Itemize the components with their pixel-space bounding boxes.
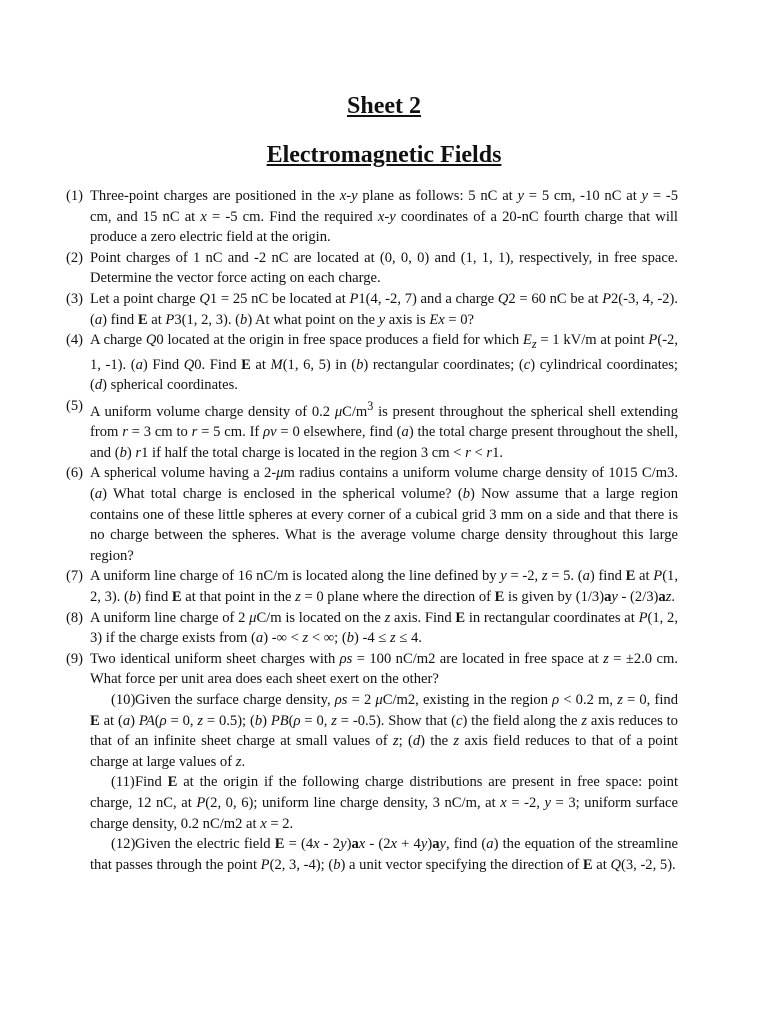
problem-number: (6) — [66, 465, 84, 482]
problem-text: Two identical uniform sheet charges with ρs = 100 nC/m2 are located in free space at z = ±2.0 cm. What force per unit area does each sheet exert on the other? — [90, 650, 678, 688]
problem-text: Given the surface charge density, ρs = 2 μC/m2, existing in the region ρ < 0.2 m, z = 0, find E at (a) PA(ρ = 0, z = 0.5); (b) PB(ρ = 0, z = -0.5). Show that (c) the field along the z axis reduces to that of an infinite sheet charge at small values of z; (d) the z axis field reduces to that of a point charge at large values of z. — [90, 692, 678, 770]
problem-number: (8) — [66, 609, 84, 626]
problem-list — [66, 186, 678, 875]
problem-text: Three-point charges are positioned in the x-y plane as follows: 5 nC at y = 5 cm, -10 nC at y = -5 cm, and 15 nC at x = -5 cm. Find the required x-y coordinates of a 20-nC fourth charge that will produce a zero electric field at the origin. — [90, 188, 678, 246]
problem-item — [66, 690, 678, 772]
problem-item — [66, 608, 678, 649]
problem-number: (11) — [111, 774, 135, 791]
problem-item — [66, 330, 678, 396]
problem-text: A uniform line charge of 2 μC/m is located on the z axis. Find E in rectangular coordinates at P(1, 2, 3) if the charge exists from (a) -∞ < z < ∞; (b) -4 ≤ z ≤ 4. — [90, 609, 678, 647]
problem-text: Given the electric field E = (4x - 2y)ax - (2x + 4y)ay, find (a) the equation of the streamline that passes through the point P(2, 3, -4); (b) a unit vector specifying the direction of E at Q(3, -2, 5). — [90, 836, 679, 873]
subject-title: Electromagnetic Fields — [266, 142, 502, 168]
problem-text: Let a point charge Q1 = 25 nC be located at P1(4, -2, 7) and a charge Q2 = 60 nC be at P2(-3, 4, -2). (a) find E at P3(1, 2, 3). (b) At what point on the y axis is Ex = 0? — [90, 290, 678, 328]
problem-item — [66, 649, 678, 690]
problem-number: (12) — [111, 836, 136, 853]
problem-text: A spherical volume having a 2-μm radius contains a uniform volume charge density of 1015 C/m3. (a) What total charge is enclosed in the spherical volume? (b) Now assume that a large region contains one of these little spheres at every corner of a cubical grid 3 mm on a side and that there is no charge between the spheres. What is the average volume charge density throughout this large region? — [90, 465, 678, 564]
problem-item — [66, 248, 678, 289]
problem-number: (3) — [66, 290, 84, 307]
problem-number: (9) — [66, 650, 84, 667]
problem-item — [66, 566, 678, 607]
problem-text: Point charges of 1 nC and -2 nC are located at (0, 0, 0) and (1, 1, 1), respectively, in free space. Determine the vector force acting on each charge. — [90, 249, 678, 287]
problem-item — [66, 463, 678, 566]
problem-number: (7) — [66, 568, 84, 585]
problem-number: (5) — [66, 397, 84, 414]
problem-number: (2) — [66, 249, 84, 266]
problem-item — [66, 186, 678, 248]
problem-item — [66, 396, 678, 464]
problem-text: A uniform line charge of 16 nC/m is located along the line defined by y = -2, z = 5. (a) find E at P(1, 2, 3). (b) find E at that point in the z = 0 plane where the direction of E is given by (1/3)ay - (2/3)az. — [90, 568, 678, 606]
problem-text: A uniform volume charge density of 0.2 $\mu C/m^3$ is present throughout the spherical shell extending from r = 3 cm to r = 5 cm. If ρv = 0 elsewhere, find (a) the total charge present throughout the shell, and (b) r1 if half the total charge is located in the region 3 cm < r < r1. — [90, 398, 678, 461]
problem-text: A charge Q0 located at the origin in free space produces a field for which $E_z = 1$ kV/m at point P(-2, 1, -1). (a) Find Q0. Find E at M(1, 6, 5) in (b) rectangular coordinates; (c) cylindrical coordinates; (d) spherical coordinates. — [90, 332, 678, 394]
problem-text: Find E at the origin if the following charge distributions are present in free space: point charge, 12 nC, at P(2, 0, 6); uniform line charge density, 3 nC/m, at x = -2, y = 3; uniform surface charge density, 0.2 nC/m2 at x = 2. — [90, 774, 678, 832]
sheet-title: Sheet 2 — [347, 93, 421, 119]
problem-item — [66, 289, 678, 330]
problem-item — [66, 834, 678, 875]
problem-number: (4) — [66, 332, 84, 349]
problem-number: (1) — [66, 188, 84, 204]
problem-number: (10) — [111, 692, 136, 709]
problem-item — [66, 772, 678, 834]
